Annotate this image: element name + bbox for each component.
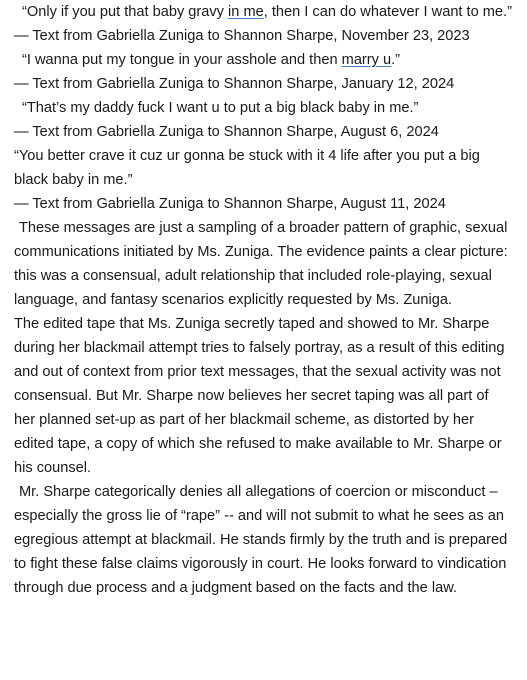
- quote-attribution: — Text from Gabriella Zuniga to Shannon Sharpe, November 23, 2023: [14, 28, 470, 44]
- quote-text: [14, 48, 513, 72]
- quote-attribution: — Text from Gabriella Zuniga to Shannon Sharpe, August 6, 2024: [14, 124, 439, 140]
- underlined-phrase: in me: [228, 4, 264, 20]
- quote-text-part: “I wanna put my tongue in your asshole and then: [22, 52, 342, 68]
- quote-text-part: “Only if you put that baby gravy: [22, 4, 229, 20]
- quote-attribution: — Text from Gabriella Zuniga to Shannon Sharpe, August 11, 2024: [14, 196, 446, 212]
- quote-text-part: , then I can do whatever I want to me.”: [263, 4, 512, 20]
- quote-text: “You better crave it cuz ur gonna be stuck with it 4 life after you put a big black baby in me.”: [14, 148, 480, 188]
- quote-text-part: .”: [391, 52, 401, 68]
- quote-text: [14, 0, 513, 24]
- quote-attribution: — Text from Gabriella Zuniga to Shannon Sharpe, January 12, 2024: [14, 76, 455, 92]
- body-paragraph: Mr. Sharpe categorically denies all allegations of coercion or misconduct – especially the gross lie of “rape” -- and will not submit to what he sees as an egregious attempt at blackmail. He stands firmly by the truth and is prepared to fight these false claims vigorously in court. He looks forward to vindication through due process and a judgment based on the facts and the law.: [14, 484, 508, 596]
- body-paragraph: These messages are just a sampling of a broader pattern of graphic, sexual communications initiated by Ms. Zuniga. The evidence paints a clear picture: this was a consensual, adult relationship that included role-playing, sexual language, and fantasy scenarios explicitly requested by Ms. Zuniga.: [14, 220, 508, 308]
- quote-text: “That’s my daddy fuck I want u to put a big black baby in me.”: [22, 100, 419, 116]
- underlined-phrase: marry u: [341, 52, 392, 68]
- body-paragraph: The edited tape that Ms. Zuniga secretly taped and showed to Mr. Sharpe during her blackmail attempt tries to falsely portray, as a result of this editing and out of context from prior text messages, that the sexual activity was not consensual. But Mr. Sharpe now believes her secret taping was all part of her planned set-up as part of her blackmail scheme, as distorted by her edited tape, a copy of which she refused to make available to Mr. Sharpe or his counsel.: [14, 316, 505, 476]
